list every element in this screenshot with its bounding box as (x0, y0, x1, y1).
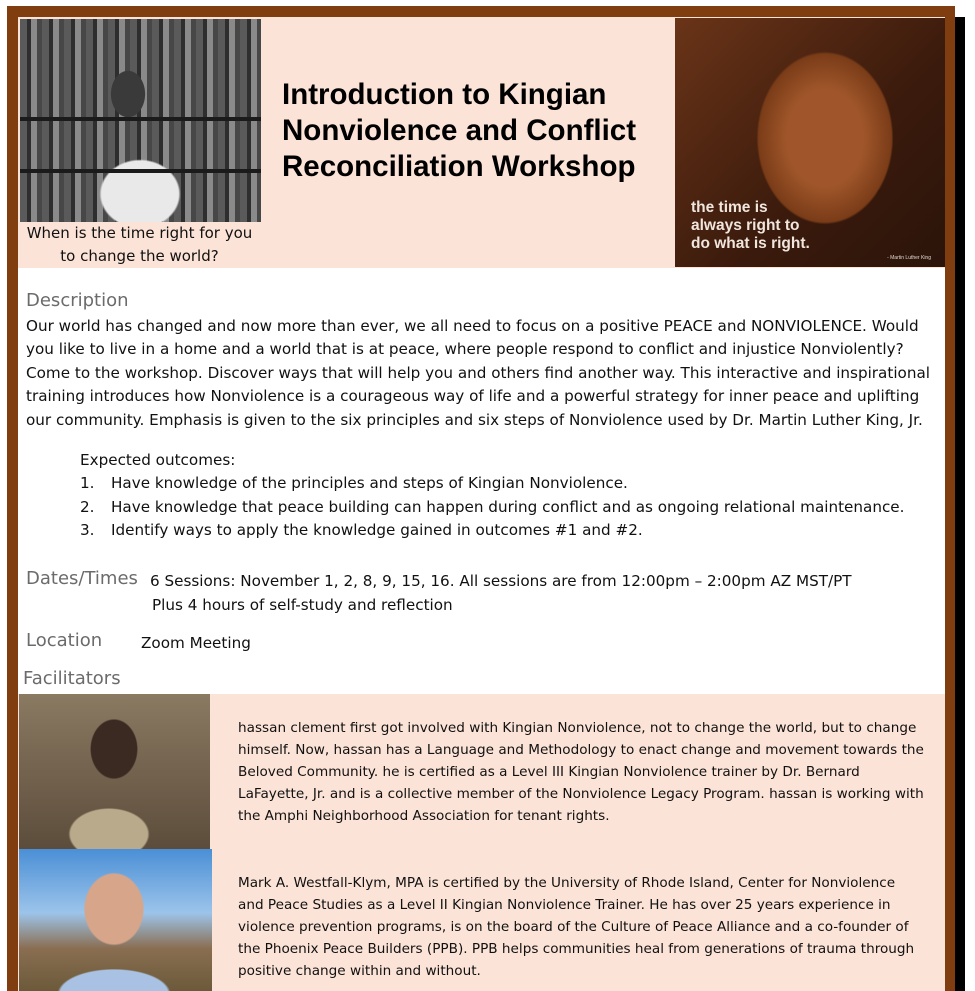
description-line: training introduces how Nonviolence is a courageous way of life and a powerful strategy for inner peace and uplifting (26, 387, 920, 406)
shelf-divider (20, 117, 261, 121)
description-line: you like to live in a home and a world that is at peace, where people respond to conflict and injustice Nonviolently? (26, 340, 904, 359)
bio-line: the Phoenix Peace Builders (PPB). PPB helps communities heal from generations of trauma through (238, 941, 915, 957)
outcome-number: 2. (80, 497, 95, 516)
outcomes-section (80, 449, 904, 543)
quote-attribution: - Martin Luther King (887, 255, 931, 261)
quote-overlay (691, 199, 810, 253)
bio-line: and Peace Studies as a Level II Kingian Nonviolence Trainer. He has over 25 years experience in (238, 897, 891, 913)
outcome-number: 1. (80, 474, 95, 493)
outcome-text: Have knowledge of the principles and steps of Kingian Nonviolence. (111, 474, 628, 493)
caption-line: When is the time right for you (26, 224, 253, 242)
bio-line: positive change within and without. (238, 963, 481, 979)
dates-label: Dates/Times (26, 568, 138, 589)
description-line: Come to the workshop. Discover ways that will help you and others find another way. This interactive and inspirational (26, 363, 930, 382)
title-line: Introduction to Kingian (282, 78, 607, 111)
outcome-text: Identify ways to apply the knowledge gained in outcomes #1 and #2. (111, 521, 643, 540)
outcome-item (80, 496, 904, 519)
caption-line: to change the world? (60, 247, 219, 265)
mark-westfall-klym-photo (19, 849, 212, 991)
mlk-bookshelf-photo (20, 19, 261, 222)
bio-line: hassan clement first got involved with Kingian Nonviolence, not to change the world, but to change (238, 720, 917, 736)
title-line: Nonviolence and Conflict (282, 114, 637, 147)
bio-line: LaFayette, Jr. and is a collective member of the Nonviolence Legacy Program. hassan is working with (238, 786, 924, 802)
facilitator-bio-hassan (238, 717, 943, 827)
description-label: Description (26, 290, 129, 311)
title-line: Reconciliation Workshop (282, 150, 636, 183)
mlk-portrait-photo (675, 18, 945, 267)
bio-line: Beloved Community. he is certified as a Level III Kingian Nonviolence trainer by Dr. Bernard (238, 764, 860, 780)
description-line: Our world has changed and now more than ever, we all need to focus on a positive PEACE and NONVIOLENCE. Would (26, 317, 919, 335)
dates-line-1: 6 Sessions: November 1, 2, 8, 9, 15, 16. All sessions are from 12:00pm – 2:00pm AZ MST/PT (150, 572, 852, 590)
description-text (26, 315, 941, 432)
hassan-clement-photo (19, 694, 210, 849)
location-value: Zoom Meeting (141, 634, 251, 652)
outcome-item (80, 472, 904, 495)
facilitators-label: Facilitators (23, 668, 121, 689)
flyer-page (18, 17, 945, 991)
outcome-text: Have knowledge that peace building can happen during conflict and as ongoing relational maintenance. (111, 497, 905, 516)
facilitator-bio-mark (238, 872, 943, 982)
bio-line: Mark A. Westfall-Klym, MPA is certified by the University of Rhode Island, Center for Nonviolence (238, 875, 896, 891)
outcomes-list (80, 472, 904, 542)
quote-line: always right to (691, 217, 800, 234)
bio-line: the Amphi Neighborhood Association for tenant rights. (238, 808, 610, 824)
quote-line: the time is (691, 199, 768, 216)
quote-line: do what is right. (691, 235, 810, 252)
shelf-divider (20, 169, 261, 173)
page-shadow (955, 17, 965, 991)
location-label: Location (26, 630, 103, 651)
page-title (282, 77, 672, 185)
outcomes-heading: Expected outcomes: (80, 451, 236, 469)
bio-line: violence prevention programs, is on the board of the Culture of Peace Alliance and a co-founder of (238, 919, 909, 935)
description-line: our community. Emphasis is given to the six principles and six steps of Nonviolence used by Dr. Martin Luther King, Jr. (26, 410, 923, 429)
header-band (18, 17, 945, 268)
bio-line: himself. Now, hassan has a Language and Methodology to enact change and movement towards the (238, 742, 924, 758)
dates-line-2: Plus 4 hours of self-study and reflection (152, 596, 453, 614)
photo-caption (18, 222, 261, 268)
outcome-item (80, 519, 904, 542)
outcome-number: 3. (80, 521, 95, 540)
